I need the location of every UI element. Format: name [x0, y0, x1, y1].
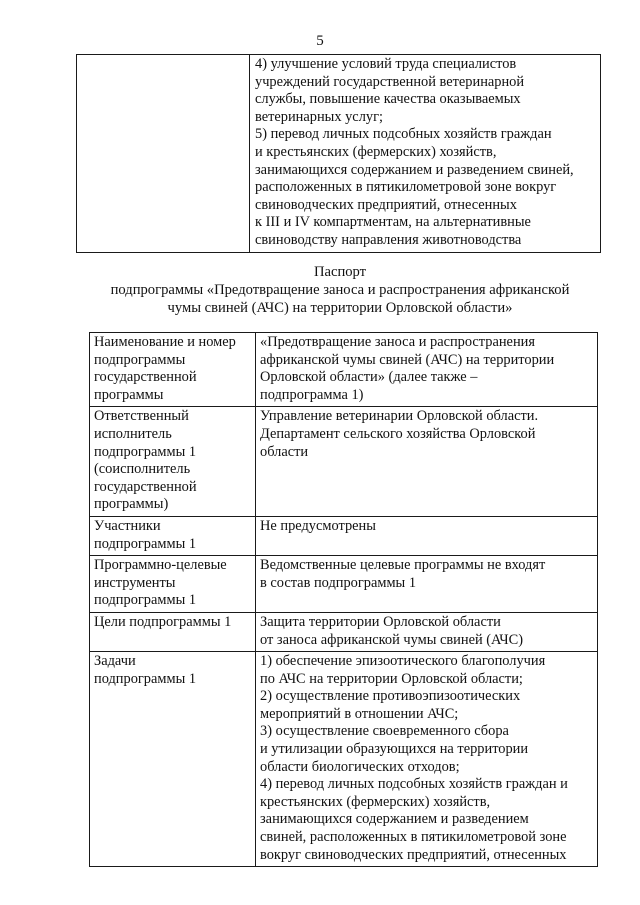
row-value-tasks: 1) обеспечение эпизоотического благополучия по АЧС на территории Орловской области; 2) осуществление противоэпизоотических мероприятий в отношении АЧС; 3) осуществление своевременного сбора и утилизации образующихся на территории области биологических отходов; 4) перевод личных подсобных хозяйств граждан и крестьянских (фермерских) хозяйств, занимающихся содержанием и разведением свиней, расположенных в пятикилометровой зоне вокруг свиноводческих предприятий, отнесенных: [256, 652, 598, 867]
passport-heading: [60, 263, 620, 317]
table-row: [90, 516, 598, 555]
continuation-table: [76, 54, 601, 253]
row-label-name-and-number: Наименование и номер подпрограммы государственной программы: [90, 333, 256, 407]
table-row: [90, 556, 598, 613]
passport-title: Паспорт: [313, 264, 367, 280]
table-row: [90, 333, 598, 407]
row-value-responsible-executor: Управление ветеринарии Орловской области. Департамент сельского хозяйства Орловской области: [256, 407, 598, 517]
row-value-goals: Защита территории Орловской области от заноса африканской чумы свиней (АЧС): [256, 612, 598, 651]
table-cell-value: 4) улучшение условий труда специалистов учреждений государственной ветеринарной службы, повышение качества оказываемых ветеринарных услуг; 5) перевод личных подсобных хозяйств граждан и крестьянских (фермерских) хозяйств, занимающихся содержанием и разведением свиней, расположенных в пятикилометровой зоне вокруг свиноводческих предприятий, отнесенных к III и IV компартментам, на альтернативные свиноводству направления животноводства: [250, 55, 601, 253]
passport-subtitle-line-2: чумы свиней (АЧС) на территории Орловской области»: [167, 300, 513, 316]
row-label-tasks: Задачи подпрограммы 1: [90, 652, 256, 867]
passport-subtitle-line-1: подпрограммы «Предотвращение заноса и распространения африканской: [110, 282, 570, 298]
row-label-goals: Цели подпрограммы 1: [90, 612, 256, 651]
row-value-participants: Не предусмотрены: [256, 516, 598, 555]
row-label-participants: Участники подпрограммы 1: [90, 516, 256, 555]
row-value-name-and-number: «Предотвращение заноса и распространения африканской чумы свиней (АЧС) на территории Орловской области» (далее также – подпрограмма 1): [256, 333, 598, 407]
row-value-program-instruments: Ведомственные целевые программы не входят в состав подпрограммы 1: [256, 556, 598, 613]
passport-table: [89, 332, 598, 867]
table-row: [90, 652, 598, 867]
table-row: [90, 407, 598, 517]
table-row: [90, 612, 598, 651]
row-label-program-instruments: Программно-целевые инструменты подпрограммы 1: [90, 556, 256, 613]
row-label-responsible-executor: Ответственный исполнитель подпрограммы 1 (соисполнитель государственной программы): [90, 407, 256, 517]
table-cell-label: [77, 55, 250, 253]
table-row: [77, 55, 601, 253]
page-number: 5: [316, 33, 324, 49]
